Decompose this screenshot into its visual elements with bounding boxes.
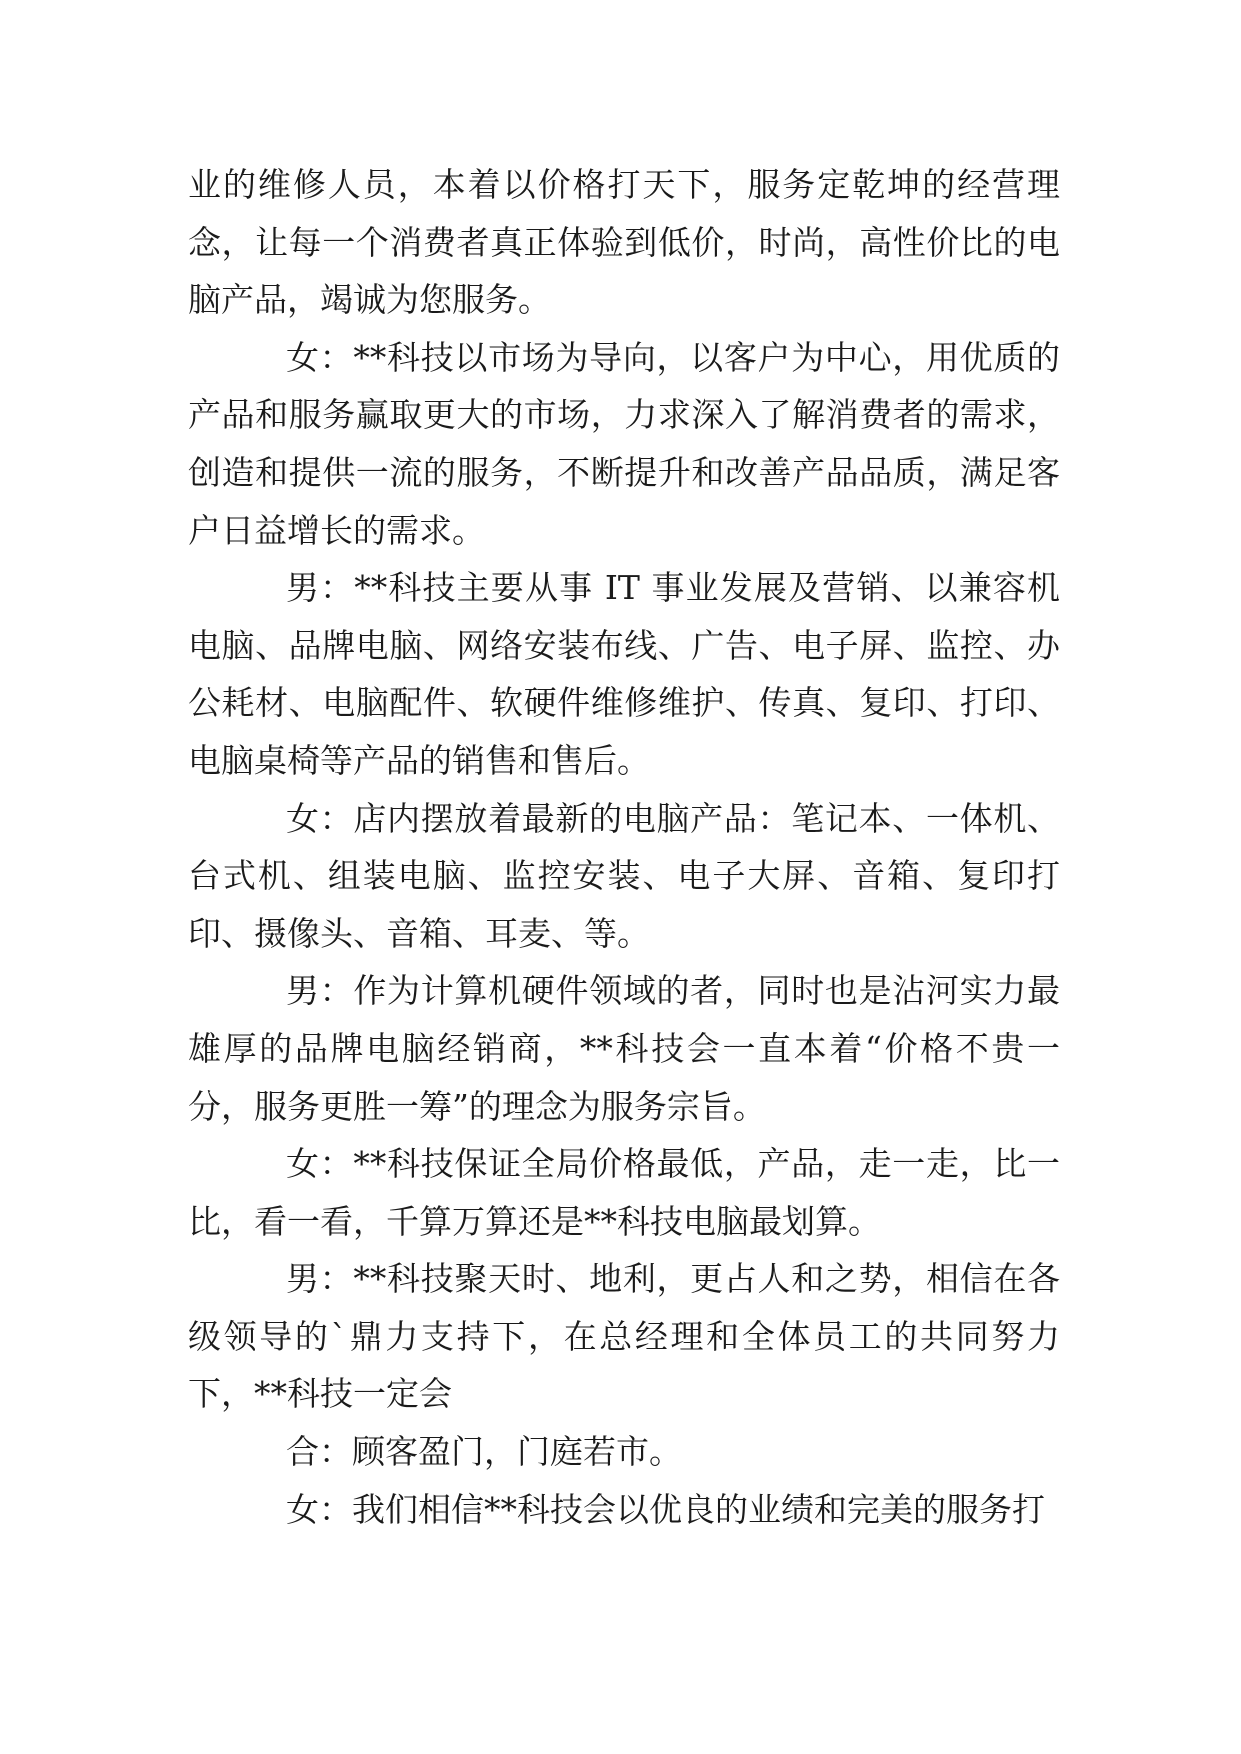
paragraph: 女：**科技保证全局价格最低，产品，走一走，比一比，看一看，千算万算还是**科技电脑最划算。 — [188, 1144, 1060, 1241]
paragraph: 女：店内摆放着最新的电脑产品：笔记本、一体机、台式机、组装电脑、监控安装、电子大屏、音箱、复印打印、摄像头、音箱、耳麦、等。 — [188, 798, 1060, 953]
paragraph: 男：**科技聚天时、地利，更占人和之势，相信在各级领导的`鼎力支持下，在总经理和全体员工的共同努力下，**科技一定会 — [188, 1259, 1060, 1414]
paragraph: 合：顾客盈门，门庭若市。 — [286, 1432, 682, 1472]
paragraph: 女：**科技以市场为导向，以客户为中心，用优质的产品和服务赢取更大的市场，力求深入了解消费者的需求，创造和提供一流的服务，不断提升和改善产品品质，满足客户日益增长的需求。 — [188, 337, 1060, 550]
body-text — [188, 156, 1060, 1538]
paragraph: 业的维修人员，本着以价格打天下，服务定乾坤的经营理念，让每一个消费者真正体验到低价，时尚，高性价比的电脑产品，竭诚为您服务。 — [188, 165, 1060, 320]
paragraph: 男：**科技主要从事 IT 事业发展及营销、以兼容机电脑、品牌电脑、网络安装布线、广告、电子屏、监控、办公耗材、电脑配件、软硬件维修维护、传真、复印、打印、电脑桌椅等产品的销售和售后。 — [188, 568, 1060, 780]
paragraph: 女：我们相信**科技会以优良的业绩和完美的服务打 — [286, 1489, 1045, 1529]
paragraph: 男：作为计算机硬件领域的者，同时也是沾河实力最雄厚的品牌电脑经销商，**科技会一直本着“价格不贵一分，服务更胜一筹”的理念为服务宗旨。 — [188, 971, 1060, 1126]
